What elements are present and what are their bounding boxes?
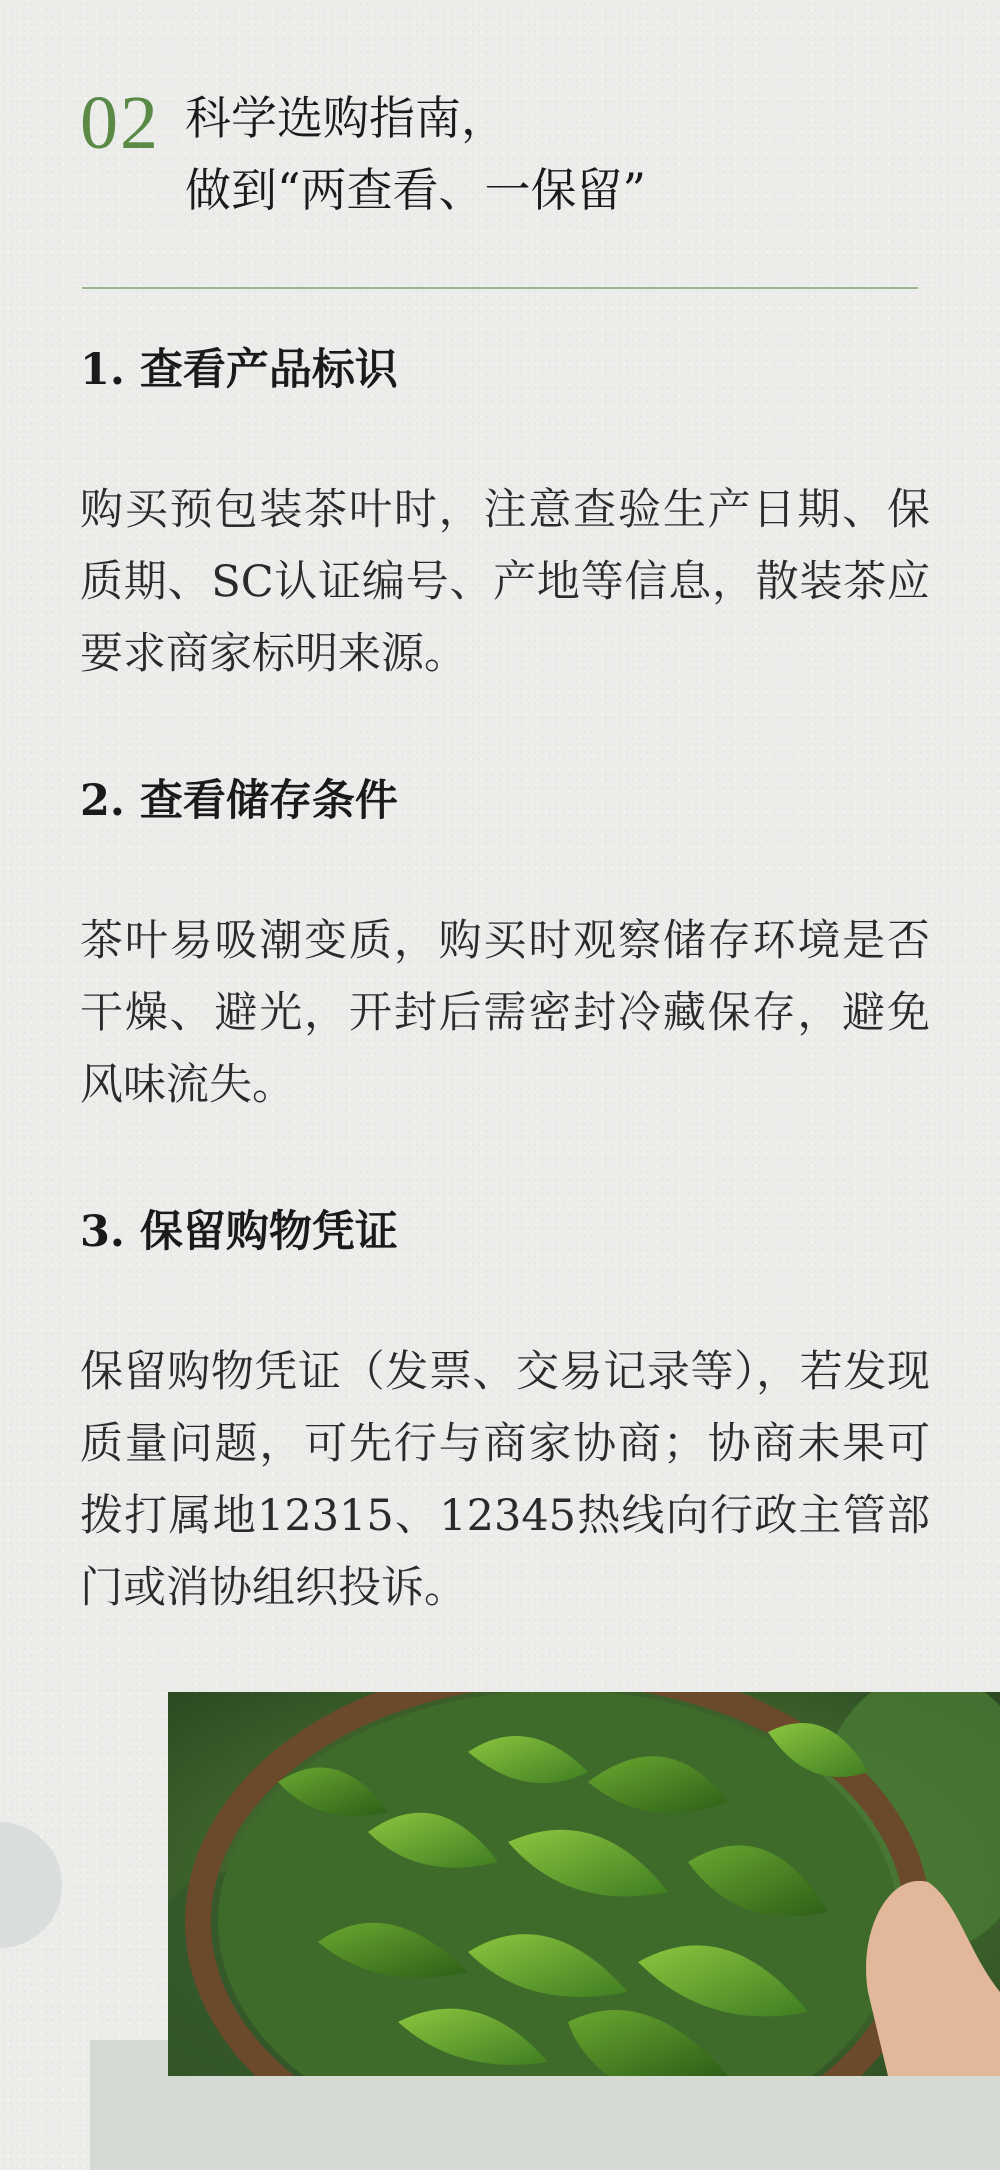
item-title-check-label: 1. 查看产品标识: [80, 345, 398, 395]
section-title-line2: 做到“两查看、一保留”: [185, 163, 647, 217]
section-header: [80, 78, 940, 218]
section-title: [185, 82, 646, 226]
decorative-circle: [0, 1822, 62, 1948]
item-body-keep-receipt: 保留购物凭证（发票、交易记录等），若发现质量问题，可先行与商家协商；协商未果可拨打属地12315、12345热线向行政主管部门或消协组织投诉。: [80, 1347, 930, 1613]
section-title-line1: 科学选购指南，: [185, 91, 507, 145]
item-body-check-label: 购买预包装茶叶时，注意查验生产日期、保质期、SC认证编号、产地等信息，散装茶应要求商家标明来源。: [80, 485, 930, 679]
item-title-keep-receipt: 3. 保留购物凭证: [80, 1207, 398, 1257]
item-title-check-storage: 2. 查看储存条件: [80, 776, 398, 826]
divider-line: [82, 287, 918, 289]
tea-leaves-photo: [168, 1692, 1000, 2076]
item-body-check-storage: 茶叶易吸潮变质，购买时观察储存环境是否干燥、避光，开封后需密封冷藏保存，避免风味流失。: [80, 916, 930, 1110]
section-number: 02: [80, 81, 160, 165]
tea-basket-image: [168, 1692, 1000, 2076]
